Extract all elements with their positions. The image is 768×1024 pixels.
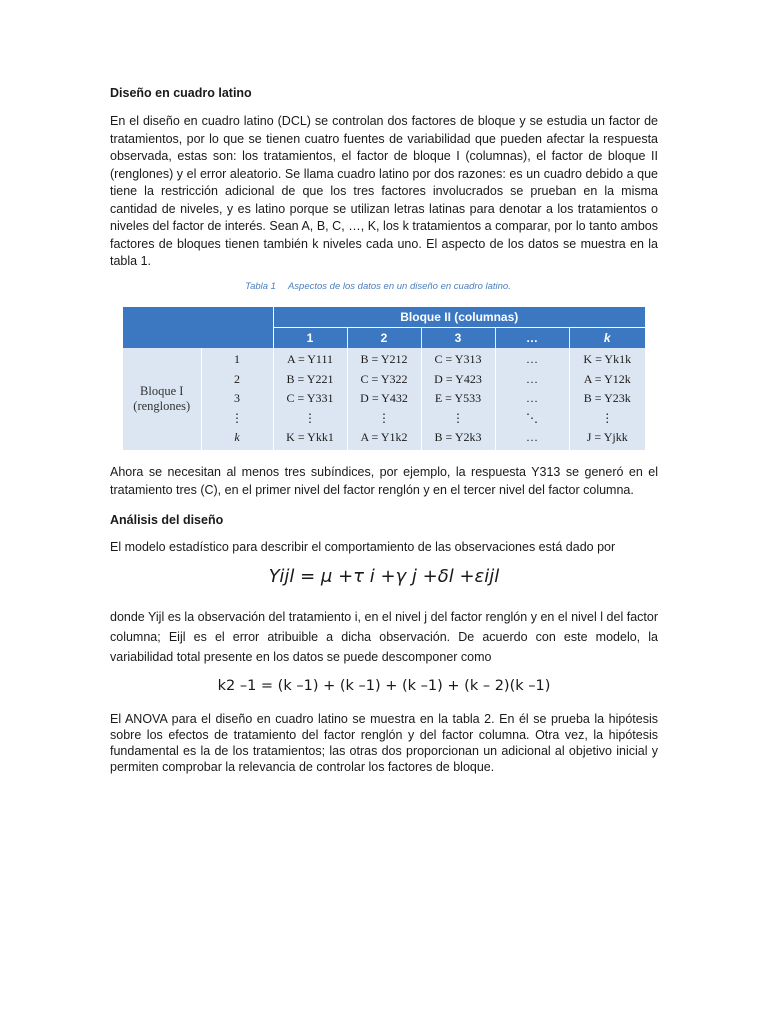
table-cell: B = Y221 <box>286 371 334 386</box>
column-header: k <box>569 328 645 349</box>
row-labels-cell <box>201 348 273 450</box>
table-cell: … <box>526 391 538 405</box>
table-caption <box>0 281 768 292</box>
anova-paragraph: El ANOVA para el diseño en cuadro latino se muestra en la tabla 2. En él se prueba la hipótesis sobre los efectos de tratamiento del factor renglón y del factor columna. Otra vez, la hipótesis fundamental es la de los tratamientos; las otras dos proporcionan un adicional al objetivo inicial y permiten comprobar la relevancia de controlar los factores de bloque. <box>110 712 658 774</box>
table-cell: B = Y23k <box>583 391 631 405</box>
column-cells-2 <box>347 348 421 450</box>
table-cell: ⋮ <box>304 410 316 425</box>
table-cell: … <box>526 352 538 366</box>
table-cell: ⋮ <box>601 410 614 425</box>
column-cells-1 <box>273 348 347 450</box>
latin-square-table <box>123 307 645 450</box>
table-cell: C = Y313 <box>434 352 482 366</box>
row-block-label-text: Bloque I (renglones) <box>133 383 191 413</box>
table-cell: K = Yk1k <box>583 352 632 366</box>
table-cell: ⋱ <box>526 410 538 425</box>
table-corner <box>123 307 273 348</box>
column-cells-3 <box>421 348 495 450</box>
statistical-model-formula: Yijl = μ +τ i +γ j +δl +εijl <box>268 566 500 587</box>
row-label: 1 <box>234 352 240 366</box>
row-label: k <box>234 430 240 444</box>
table-cell: D = Y423 <box>434 371 482 386</box>
table-cell: A = Y111 <box>286 352 334 366</box>
column-cells-k <box>569 348 645 450</box>
row-label: 3 <box>234 391 240 405</box>
caption-label: Tabla 1 <box>245 281 276 292</box>
model-intro-paragraph: El modelo estadístico para describir el comportamiento de las observaciones está dado por <box>110 540 616 554</box>
variability-decomposition-formula: k2 –1 = (k –1) + (k –1) + (k –1) + (k – 2)(k –1) <box>217 678 551 694</box>
table-cell: J = Yjkk <box>586 430 628 444</box>
table-cell: … <box>526 430 538 444</box>
model-explanation-paragraph: donde Yijl es la observación del tratamiento i, en el nivel j del factor renglón y en el nivel l del factor columna; Eijl es el error atribuible a dicha observación. De acuerdo con este modelo, la variabilidad total presente en los datos se puede descomponer como <box>110 610 658 664</box>
section-heading-diseno: Diseño en cuadro latino <box>110 86 252 100</box>
row-block-label <box>123 348 201 450</box>
caption-text: Aspectos de los datos en un diseño en cuadro latino. <box>287 281 511 292</box>
table-cell: C = Y322 <box>360 371 408 386</box>
row-label: ⋮ <box>231 410 243 425</box>
table-cell: ⋮ <box>452 410 464 425</box>
table-cell: D = Y432 <box>360 391 408 405</box>
table-cell: K = Ykk1 <box>286 430 334 444</box>
column-header: 1 <box>273 328 347 349</box>
table-cell: B = Y2k3 <box>434 430 482 444</box>
column-group-header: Bloque II (columnas) <box>273 307 645 328</box>
table-cell: B = Y212 <box>360 352 408 366</box>
table-cell: ⋮ <box>378 410 390 425</box>
table-cell: … <box>526 371 538 386</box>
section-heading-analisis: Análisis del diseño <box>110 513 224 527</box>
row-label: 2 <box>234 371 240 386</box>
table-cell: C = Y331 <box>286 391 334 405</box>
table-cell: E = Y533 <box>434 391 482 405</box>
column-header: … <box>495 328 569 349</box>
table-cell: A = Y12k <box>583 371 631 386</box>
column-header: 3 <box>421 328 495 349</box>
intro-paragraph: En el diseño en cuadro latino (DCL) se controlan dos factores de bloque y se estudia un factor de tratamientos, por lo que se tienen cuatro fuentes de variabilidad que pueden afectar la respuesta observada, estas son: los tratamientos, el factor de bloque I (columnas), el factor de bloque II (renglones) y el error aleatorio. Se llama cuadro latino por dos razones: es un cuadro debido a que tiene la restricción adicional de que los tres factores involucrados se prueban en la misma cantidad de niveles, y es latino porque se utilizan letras latinas para denotar a los tratamientos o niveles del factor de interés. Sean A, B, C, …, K, los k tratamientos a comparar, por lo tanto ambos factores de bloques tienen también k niveles cada uno. El aspecto de los datos se muestra en la tabla 1. <box>110 114 658 268</box>
subscripts-paragraph: Ahora se necesitan al menos tres subíndices, por ejemplo, la respuesta Y313 se generó en el tratamiento tres (C), en el primer nivel del factor renglón y en el tercer nivel del factor columna. <box>110 465 658 497</box>
table-cell: A = Y1k2 <box>360 430 408 444</box>
column-cells-ellipsis <box>495 348 569 450</box>
column-header: 2 <box>347 328 421 349</box>
